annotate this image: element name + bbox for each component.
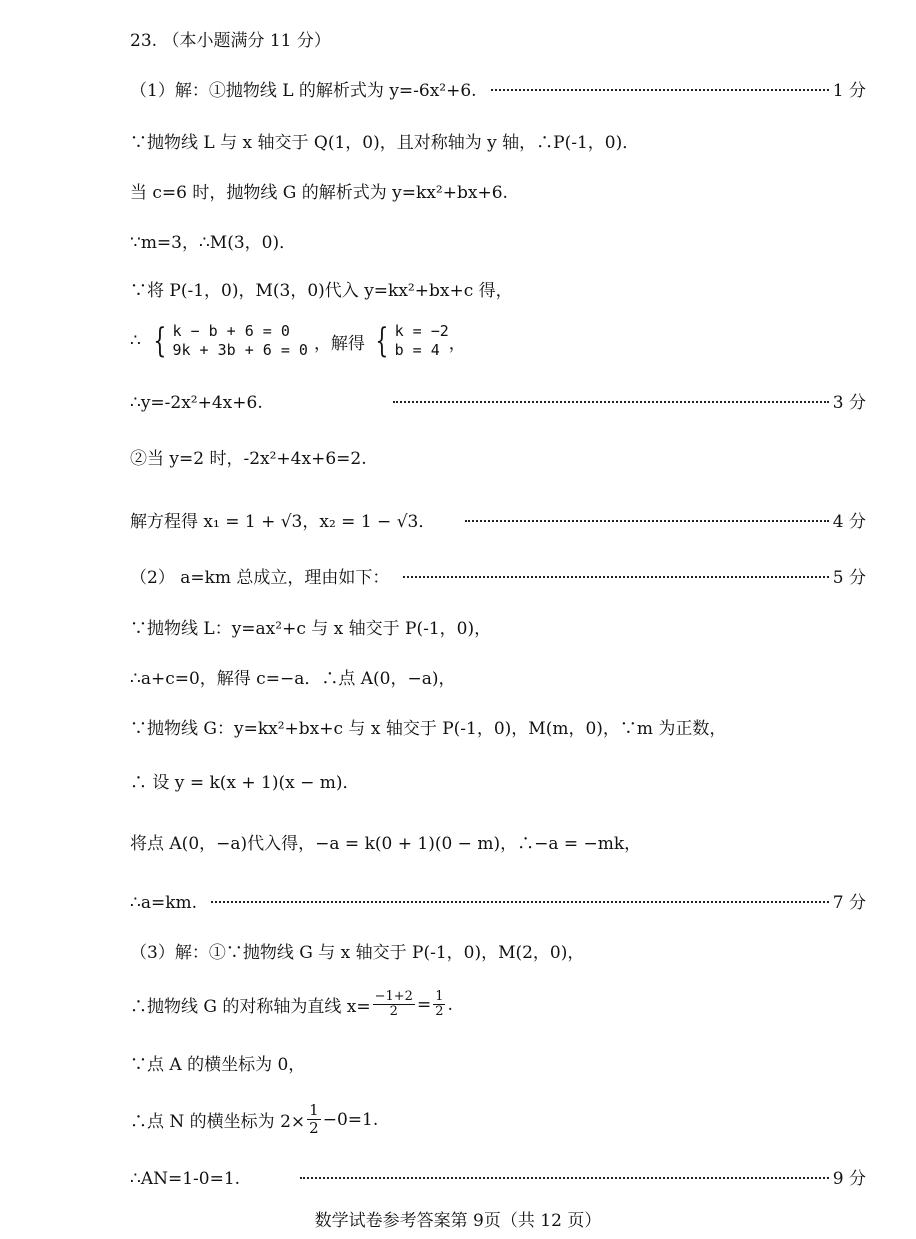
line-text: ∴ 设 y = k(x + 1)(x − m)． xyxy=(130,773,360,793)
fraction-numerator: 1 xyxy=(309,1101,319,1119)
line-text: ∴a+c=0，解得 c=−a．∴点 A(0，−a)， xyxy=(130,669,456,689)
answer-line xyxy=(130,1050,866,1075)
equation: k = −2 xyxy=(394,322,449,340)
line-text: ∵抛物线 L 与 x 轴交于 Q(1，0)，且对称轴为 y 轴，∴P(-1，0)． xyxy=(130,133,640,153)
line-text: ∵抛物线 G：y=kx²+bx+c 与 x 轴交于 P(-1，0)，M(m，0)，∵m 为正数， xyxy=(130,719,727,739)
line-text: ∵m=3，∴M(3，0)． xyxy=(130,233,297,253)
fraction xyxy=(433,990,445,1019)
answer-line xyxy=(130,1164,866,1189)
equation-system-1 xyxy=(149,322,308,360)
answer-line xyxy=(130,664,866,689)
equation-system-2 xyxy=(371,322,449,360)
dot-leader xyxy=(465,519,828,522)
answer-line xyxy=(130,507,866,532)
score-points: 5 分 xyxy=(832,568,866,588)
line-text: ∴AN=1-0=1. xyxy=(130,1169,241,1189)
answer-line xyxy=(130,768,866,793)
line-text: ∵抛物线 L：y=ax²+c 与 x 轴交于 P(-1，0)， xyxy=(130,619,492,639)
left-brace-icon: { xyxy=(153,321,167,361)
line-text: 解方程得 x₁ = 1 + √3，x₂ = 1 − √3． xyxy=(130,512,436,532)
dot-leader xyxy=(300,1176,829,1179)
score-points: 4 分 xyxy=(832,512,866,532)
page-footer: 数学试卷参考答案第 9页（共 12 页） xyxy=(314,1211,602,1231)
line-text: ∵点 A 的横坐标为 0， xyxy=(130,1055,306,1075)
fraction-denominator: 2 xyxy=(389,1004,398,1019)
solve-text: ，解得 xyxy=(313,333,365,354)
answer-line xyxy=(130,388,866,413)
score-points: 1 分 xyxy=(832,81,866,101)
answer-line xyxy=(130,714,866,739)
fraction-numerator: 1 xyxy=(435,989,444,1004)
fraction-denominator: 2 xyxy=(309,1119,319,1137)
score-points: 9 分 xyxy=(832,1169,866,1189)
equation-system-line xyxy=(130,322,866,360)
therefore-symbol: ∴ xyxy=(130,331,141,351)
answer-line xyxy=(130,276,866,301)
line-text: （3）解：①∵抛物线 G 与 x 轴交于 P(-1，0)，M(2，0)， xyxy=(130,943,585,963)
comma: ， xyxy=(448,333,466,354)
equation: b = 4 xyxy=(394,341,440,359)
line-text: −0=1. xyxy=(322,1109,379,1130)
answer-line xyxy=(130,938,866,963)
answer-line xyxy=(130,829,866,854)
equals-sign: = xyxy=(416,994,432,1015)
question-header: 23. （本小题满分 11 分） xyxy=(130,31,331,51)
line-text: ∴抛物线 G 的对称轴为直线 x= xyxy=(130,997,371,1017)
line-text: （2） a=km 总成立，理由如下： xyxy=(130,568,390,588)
dot-leader xyxy=(491,88,829,91)
line-text: （1）解：①抛物线 L 的解析式为 y=-6x²+6. xyxy=(130,81,477,101)
fraction-denominator: 2 xyxy=(435,1004,444,1019)
equation: 9k + 3b + 6 = 0 xyxy=(172,341,308,359)
answer-line xyxy=(130,228,866,253)
line-text: . xyxy=(447,994,453,1015)
line-text: 当 c=6 时，抛物线 G 的解析式为 y=kx²+bx+6. xyxy=(130,183,508,203)
fraction xyxy=(373,990,415,1019)
answer-line xyxy=(130,990,866,1019)
line-text: ∵将 P(-1，0)，M(3，0)代入 y=kx²+bx+c 得， xyxy=(130,281,513,301)
line-text: ∴a=km. xyxy=(130,893,198,913)
answer-line xyxy=(130,888,866,913)
score-points: 7 分 xyxy=(832,893,866,913)
fraction-numerator: −1+2 xyxy=(374,989,413,1004)
answer-line xyxy=(130,76,866,101)
line-text: ∴y=-2x²+4x+6. xyxy=(130,393,263,413)
left-brace-icon: { xyxy=(375,321,389,361)
line-text: 将点 A(0，−a)代入得，−a = k(0 + 1)(0 − m)，∴−a = −mk， xyxy=(130,834,642,854)
answer-line xyxy=(130,614,866,639)
score-points: 3 分 xyxy=(832,393,866,413)
dot-leader xyxy=(393,400,829,403)
answer-line xyxy=(130,563,866,588)
answer-line xyxy=(130,178,866,203)
fraction xyxy=(307,1102,321,1137)
equation: k − b + 6 = 0 xyxy=(172,322,290,340)
line-text: ∴点 N 的横坐标为 2× xyxy=(130,1112,306,1132)
line-text: ②当 y=2 时，-2x²+4x+6=2. xyxy=(130,449,367,469)
dot-leader xyxy=(403,575,828,578)
answer-line xyxy=(130,1102,866,1137)
dot-leader xyxy=(211,900,829,903)
answer-line xyxy=(130,128,866,153)
answer-line xyxy=(130,444,866,469)
